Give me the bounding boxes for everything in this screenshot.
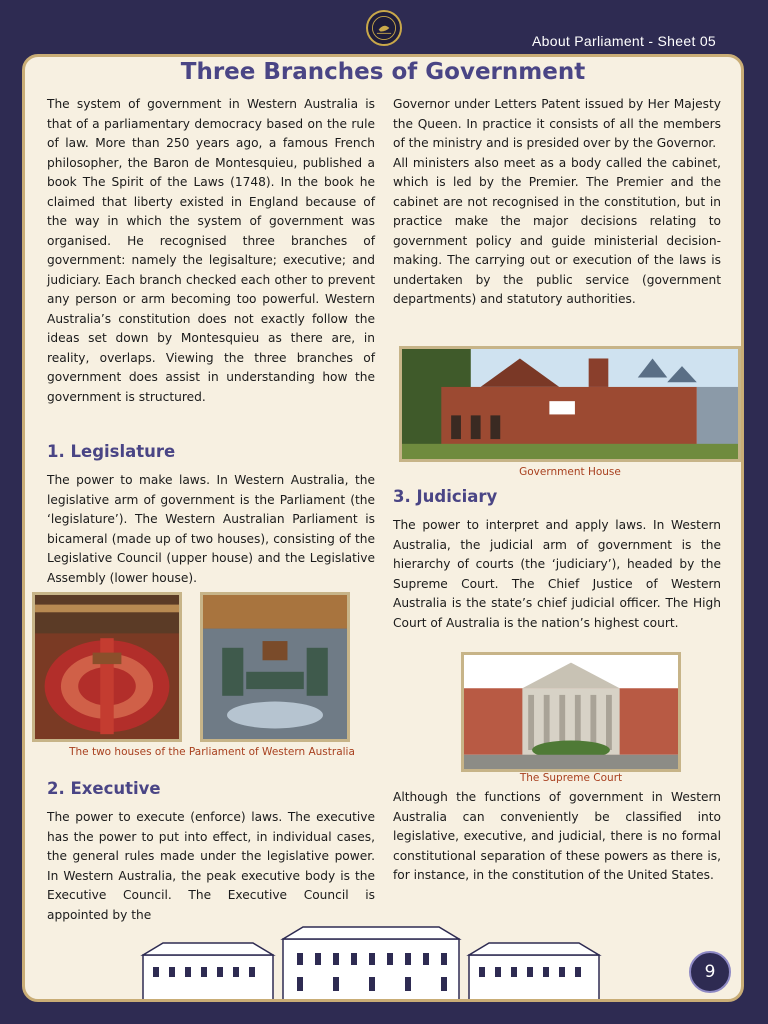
legislative-council-photo <box>32 592 182 742</box>
closing-paragraph: Although the functions of government in Western Australia can conveniently be classified into legislative, executive, and judicial, there is no formal constitutional separation of these powers as there is, for instance, in the constitution of the United States. <box>393 790 721 882</box>
legislative-assembly-photo <box>200 592 350 742</box>
parliament-photos-caption: The two houses of the Parliament of Western Australia <box>69 746 355 758</box>
executive-continuation-1: Governor under Letters Patent issued by Her Majesty the Queen. In practice it consists of all the members of the ministry and is presided over by the Governor. <box>393 97 721 150</box>
intro-paragraph: The system of government in Western Australia is that of a parliamentary democracy based on the rule of law. More than 250 years ago, a famous French philosopher, the Baron de Montesquieu, published a book The Spirit of the Laws (1748). In the book he claimed that liberty existed in England because of the way in which the system of government was organised. He recognised three branches of government: namely the legisalture; executive; and judiciary. Each branch checked each other to prevent any person or arm becoming too powerful. Western Australia’s constitution does not exactly follow the ideas set down by Montesquieu as there are, in reality, overlaps. Viewing the three branches of government does assist in understanding how the government is structured. <box>47 97 375 404</box>
executive-continuation <box>393 95 721 310</box>
executive-heading: 2. Executive <box>47 779 161 798</box>
judiciary-heading: 3. Judiciary <box>393 487 498 506</box>
supreme-court-caption: The Supreme Court <box>519 772 623 784</box>
executive-body: The power to execute (enforce) laws. The executive has the power to put into effect, in individual cases, the general rules made under the legislative power. In Western Australia, the peak executive body is the Executive Council. The Executive Council is appointed by the <box>47 810 375 922</box>
legislature-heading: 1. Legislature <box>47 442 176 461</box>
judiciary-body: The power to interpret and apply laws. In Western Australia, the judicial arm of government is the hierarchy of courts (the ‘judiciary’), headed by the Supreme Court. The Chief Justice of Western Australia is the state’s chief judicial officer. The High Court of Australia is the nation’s highest court. <box>393 518 721 630</box>
parliament-building-illustration <box>133 925 609 1002</box>
content-panel <box>22 54 744 1002</box>
legislature-body: The power to make laws. In Western Australia, the legislative arm of government is the Parliament (the ‘legislature’). The Western Australian Parliament is bicameral (made up of two houses), consisting of the Legislative Council (upper house) and the Legislative Assembly (lower house). <box>47 473 375 585</box>
supreme-court-photo <box>461 652 681 772</box>
government-house-caption: Government House <box>519 466 621 478</box>
government-house-photo <box>399 346 741 462</box>
parliament-crest-logo <box>366 10 402 46</box>
executive-continuation-2: All ministers also meet as a body called the cabinet, which is led by the Premier. The Premier and the cabinet are not recognised in the constitution, but in practice make the major decisions relating to government policy and guide ministerial decision-making. The carrying out or execution of the laws is undertaken by the public service (government departments) and statutory authorities. <box>393 155 721 306</box>
sheet-label: About Parliament - Sheet 05 <box>532 33 716 49</box>
page-title: Three Branches of Government <box>180 59 586 85</box>
page-number: 9 <box>689 951 731 993</box>
